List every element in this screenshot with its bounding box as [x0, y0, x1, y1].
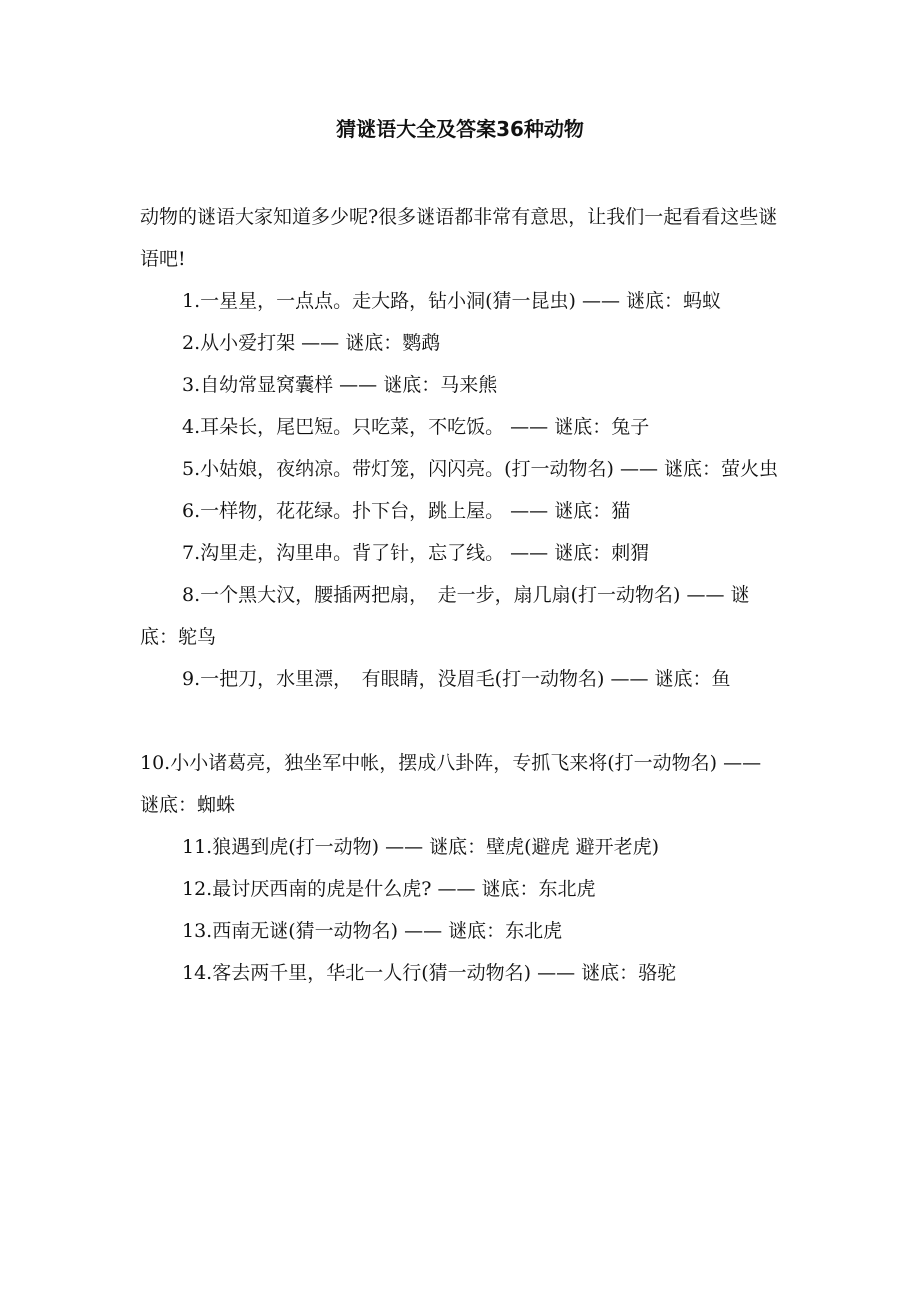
riddle-item: 12.最讨厌西南的虎是什么虎? —— 谜底：东北虎: [182, 878, 596, 900]
riddle-item: 4.耳朵长，尾巴短。只吃菜，不吃饭。 —— 谜底：兔子: [182, 416, 650, 438]
riddle-item: 1.一星星，一点点。走大路，钻小洞(猜一昆虫) —— 谜底：蚂蚁: [182, 290, 722, 312]
section-gap: [140, 700, 780, 742]
intro-paragraph: 动物的谜语大家知道多少呢?很多谜语都非常有意思，让我们一起看看这些谜语吧!: [140, 206, 778, 270]
riddle-item: 5.小姑娘，夜纳凉。带灯笼，闪闪亮。(打一动物名) —— 谜底：萤火虫: [182, 458, 779, 480]
document-body: [140, 196, 780, 994]
riddle-item: 8.一个黑大汉，腰插两把扇， 走一步，扇几扇(打一动物名) —— 谜底：鸵鸟: [140, 584, 750, 648]
riddle-item: 2.从小爱打架 —— 谜底：鹦鹉: [182, 332, 441, 354]
riddle-item: 9.一把刀，水里漂， 有眼睛，没眉毛(打一动物名) —— 谜底：鱼: [182, 668, 731, 690]
riddle-item: 6.一样物，花花绿。扑下台，跳上屋。 —— 谜底：猫: [182, 500, 631, 522]
page-title: 猜谜语大全及答案36种动物: [336, 117, 584, 141]
riddle-item: 13.西南无谜(猜一动物名) —— 谜底：东北虎: [182, 920, 563, 942]
riddle-item: 3.自幼常显窝囊样 —— 谜底：马来熊: [182, 374, 498, 396]
riddle-item: 14.客去两千里，华北一人行(猜一动物名) —— 谜底：骆驼: [182, 962, 677, 984]
riddle-item: 10.小小诸葛亮，独坐军中帐，摆成八卦阵，专抓飞来将(打一动物名) —— 谜底：蜘蛛: [140, 752, 762, 816]
riddle-item: 7.沟里走，沟里串。背了针，忘了线。 —— 谜底：刺猬: [182, 542, 650, 564]
riddle-item: 11.狼遇到虎(打一动物) —— 谜底：壁虎(避虎 避开老虎): [182, 836, 659, 858]
